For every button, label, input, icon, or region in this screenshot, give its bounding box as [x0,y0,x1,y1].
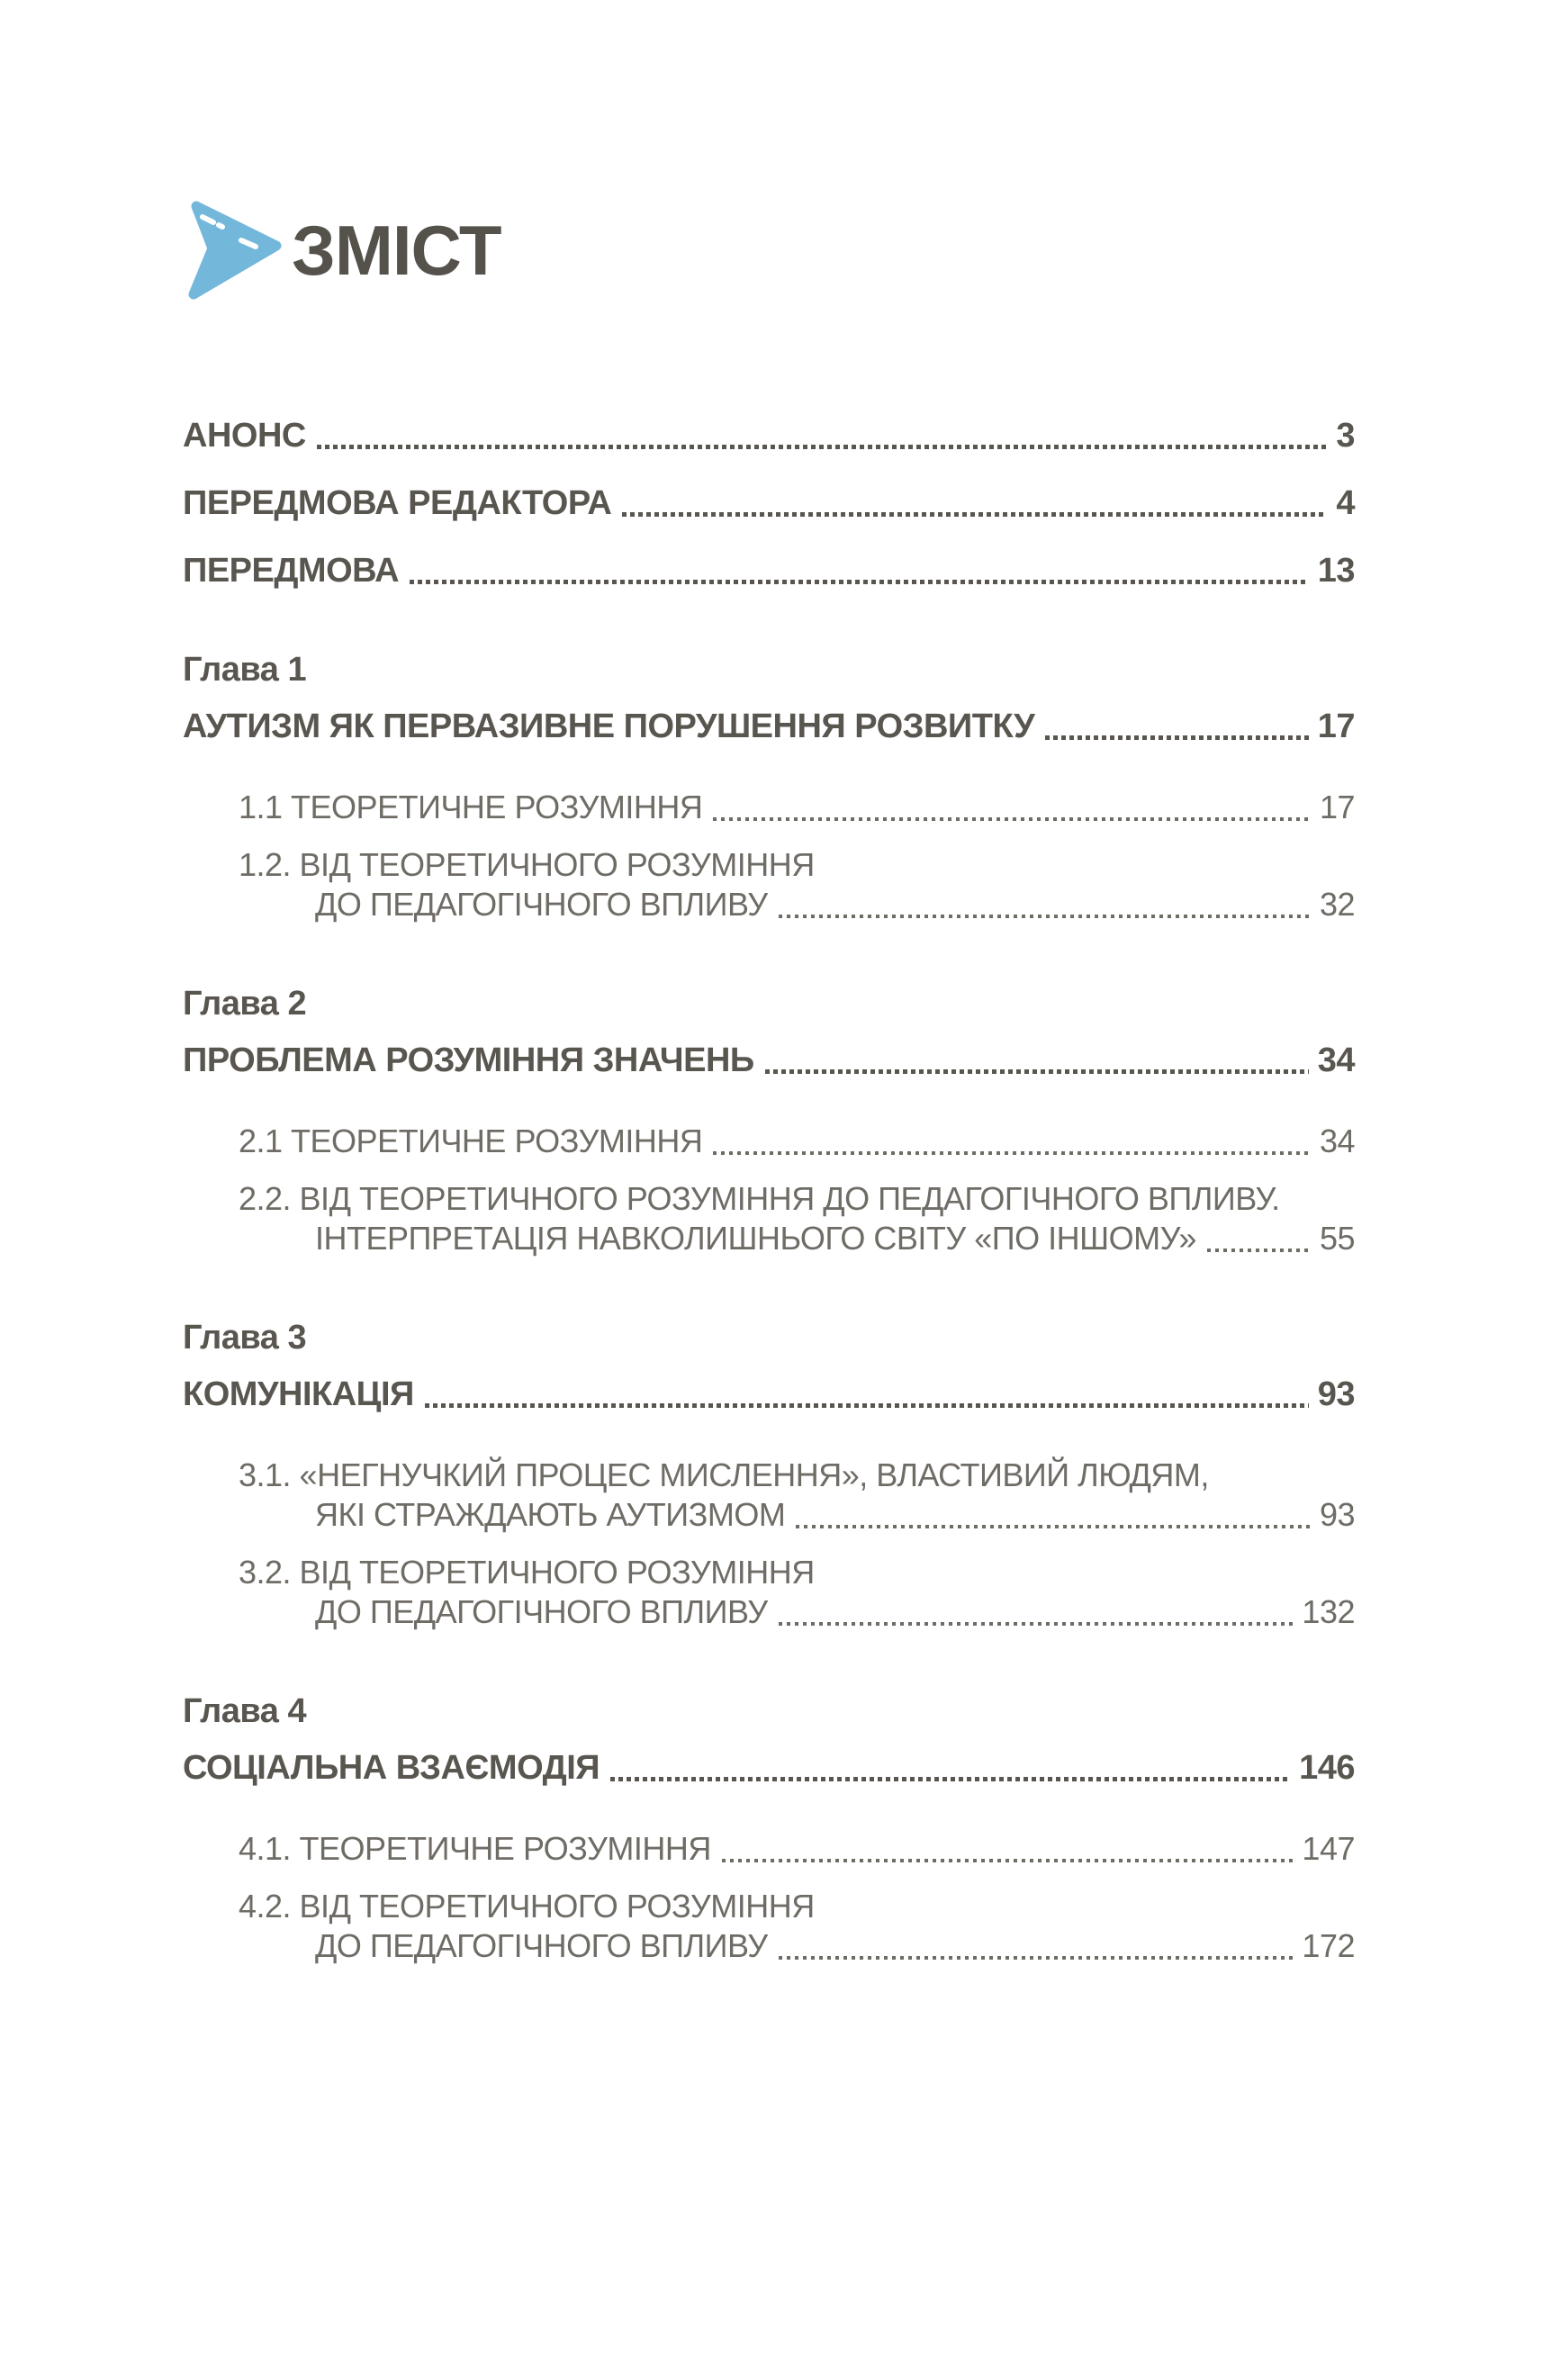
toc-entry-label: ПЕРЕДМОВА РЕДАКТОРА [183,484,612,522]
dot-leader [1207,1249,1311,1252]
chapter-title-page: 93 [1317,1375,1355,1413]
section-label: 2.1 ТЕОРЕТИЧНЕ РОЗУМІННЯ [239,1122,703,1159]
chapter-title-entry [183,707,1355,746]
toc-entry-label: ПЕРЕДМОВА [183,552,400,590]
chapter-title-label: АУТИЗМ ЯК ПЕРВАЗИВНЕ ПОРУШЕННЯ РОЗВИТКУ [183,708,1035,745]
section-label: 4.1. ТЕОРЕТИЧНЕ РОЗУМІННЯ [239,1830,711,1867]
section-label: 1.1 ТЕОРЕТИЧНЕ РОЗУМІННЯ [239,789,703,825]
section-line-2: ДО ПЕДАГОГІЧНОГО ВПЛИВУ [315,886,768,923]
dot-leader [779,1622,1294,1626]
chapter-group-2 [183,984,1355,1258]
section-line-2: ЯКІ СТРАЖДАЮТЬ АУТИЗМОМ [315,1496,786,1533]
chapter-title-label: СОЦІАЛЬНА ВЗАЄМОДІЯ [183,1749,600,1787]
chapter-label: Глава 3 [183,1319,307,1357]
dot-leader [317,445,1328,449]
dot-leader [713,1151,1311,1155]
toc-entry-label: АНОНС [183,417,306,455]
chapter-title-page: 17 [1317,708,1355,745]
contents-page [0,200,1542,2380]
dot-leader [713,817,1311,821]
dot-leader [765,1069,1309,1074]
section-line-2: ДО ПЕДАГОГІЧНОГО ВПЛИВУ [315,1593,768,1630]
chapter-label: Глава 1 [183,651,307,689]
toc-entry-page: 4 [1336,484,1355,522]
section-line-1: 2.2. ВІД ТЕОРЕТИЧНОГО РОЗУМІННЯ ДО ПЕДАГОГІЧНОГО ВПЛИВУ. [239,1180,1280,1217]
play-arrow-icon [175,200,283,301]
section-page: 55 [1319,1220,1355,1257]
chapter-title-page: 34 [1317,1041,1355,1079]
dot-leader [1045,735,1308,740]
section-line-1: 4.2. ВІД ТЕОРЕТИЧНОГО РОЗУМІННЯ [239,1888,815,1925]
dot-leader [622,512,1327,517]
toc-entry-peredmova [183,551,1355,590]
section-entry-4-2 [183,1887,1355,1966]
dot-leader [779,1956,1294,1960]
section-page: 17 [1319,789,1355,825]
section-page: 132 [1302,1593,1355,1630]
section-page: 147 [1302,1830,1355,1867]
dot-leader [610,1777,1290,1781]
chapter-title-entry [183,1041,1355,1080]
chapter-title-label: ПРОБЛЕМА РОЗУМІННЯ ЗНАЧЕНЬ [183,1041,754,1079]
section-entry-4-1 [183,1829,1355,1869]
page-header [175,200,1542,301]
section-page: 34 [1319,1122,1355,1159]
toc-entry-anons [183,416,1355,455]
dot-leader [425,1403,1309,1408]
section-line-1: 1.2. ВІД ТЕОРЕТИЧНОГО РОЗУМІННЯ [239,846,815,883]
dot-leader [779,915,1311,918]
section-line-1: 3.1. «НЕГНУЧКИЙ ПРОЦЕС МИСЛЕННЯ», ВЛАСТИВИЙ ЛЮДЯМ, [239,1456,1209,1493]
chapter-group-4 [183,1691,1355,1966]
table-of-contents [183,416,1355,1966]
section-page: 172 [1302,1927,1355,1964]
chapter-label: Глава 2 [183,985,307,1023]
section-entry-3-1 [183,1456,1355,1535]
page-title: ЗМІСТ [292,211,501,290]
section-entry-3-2 [183,1553,1355,1632]
dot-leader [410,580,1309,584]
section-line-2: ДО ПЕДАГОГІЧНОГО ВПЛИВУ [315,1927,768,1964]
chapter-title-entry [183,1375,1355,1414]
toc-entry-page: 13 [1317,552,1355,590]
section-entry-1-1 [183,788,1355,827]
chapter-title-page: 146 [1299,1749,1355,1787]
chapter-group-1 [183,650,1355,924]
section-entry-2-2 [183,1179,1355,1258]
section-page: 32 [1319,886,1355,923]
toc-entry-page: 3 [1336,417,1355,455]
section-line-2: ІНТЕРПРЕТАЦІЯ НАВКОЛИШНЬОГО СВІТУ «ПО ІНШОМУ» [315,1220,1196,1257]
dot-leader [722,1859,1294,1862]
section-entry-2-1 [183,1122,1355,1161]
toc-entry-peredmova-redaktora [183,483,1355,523]
chapter-title-entry [183,1748,1355,1788]
chapter-title-label: КОМУНІКАЦІЯ [183,1375,414,1413]
section-entry-1-2 [183,845,1355,924]
section-page: 93 [1319,1496,1355,1533]
section-line-1: 3.2. ВІД ТЕОРЕТИЧНОГО РОЗУМІННЯ [239,1554,815,1591]
chapter-label: Глава 4 [183,1692,307,1730]
chapter-group-3 [183,1318,1355,1632]
dot-leader [796,1525,1311,1528]
